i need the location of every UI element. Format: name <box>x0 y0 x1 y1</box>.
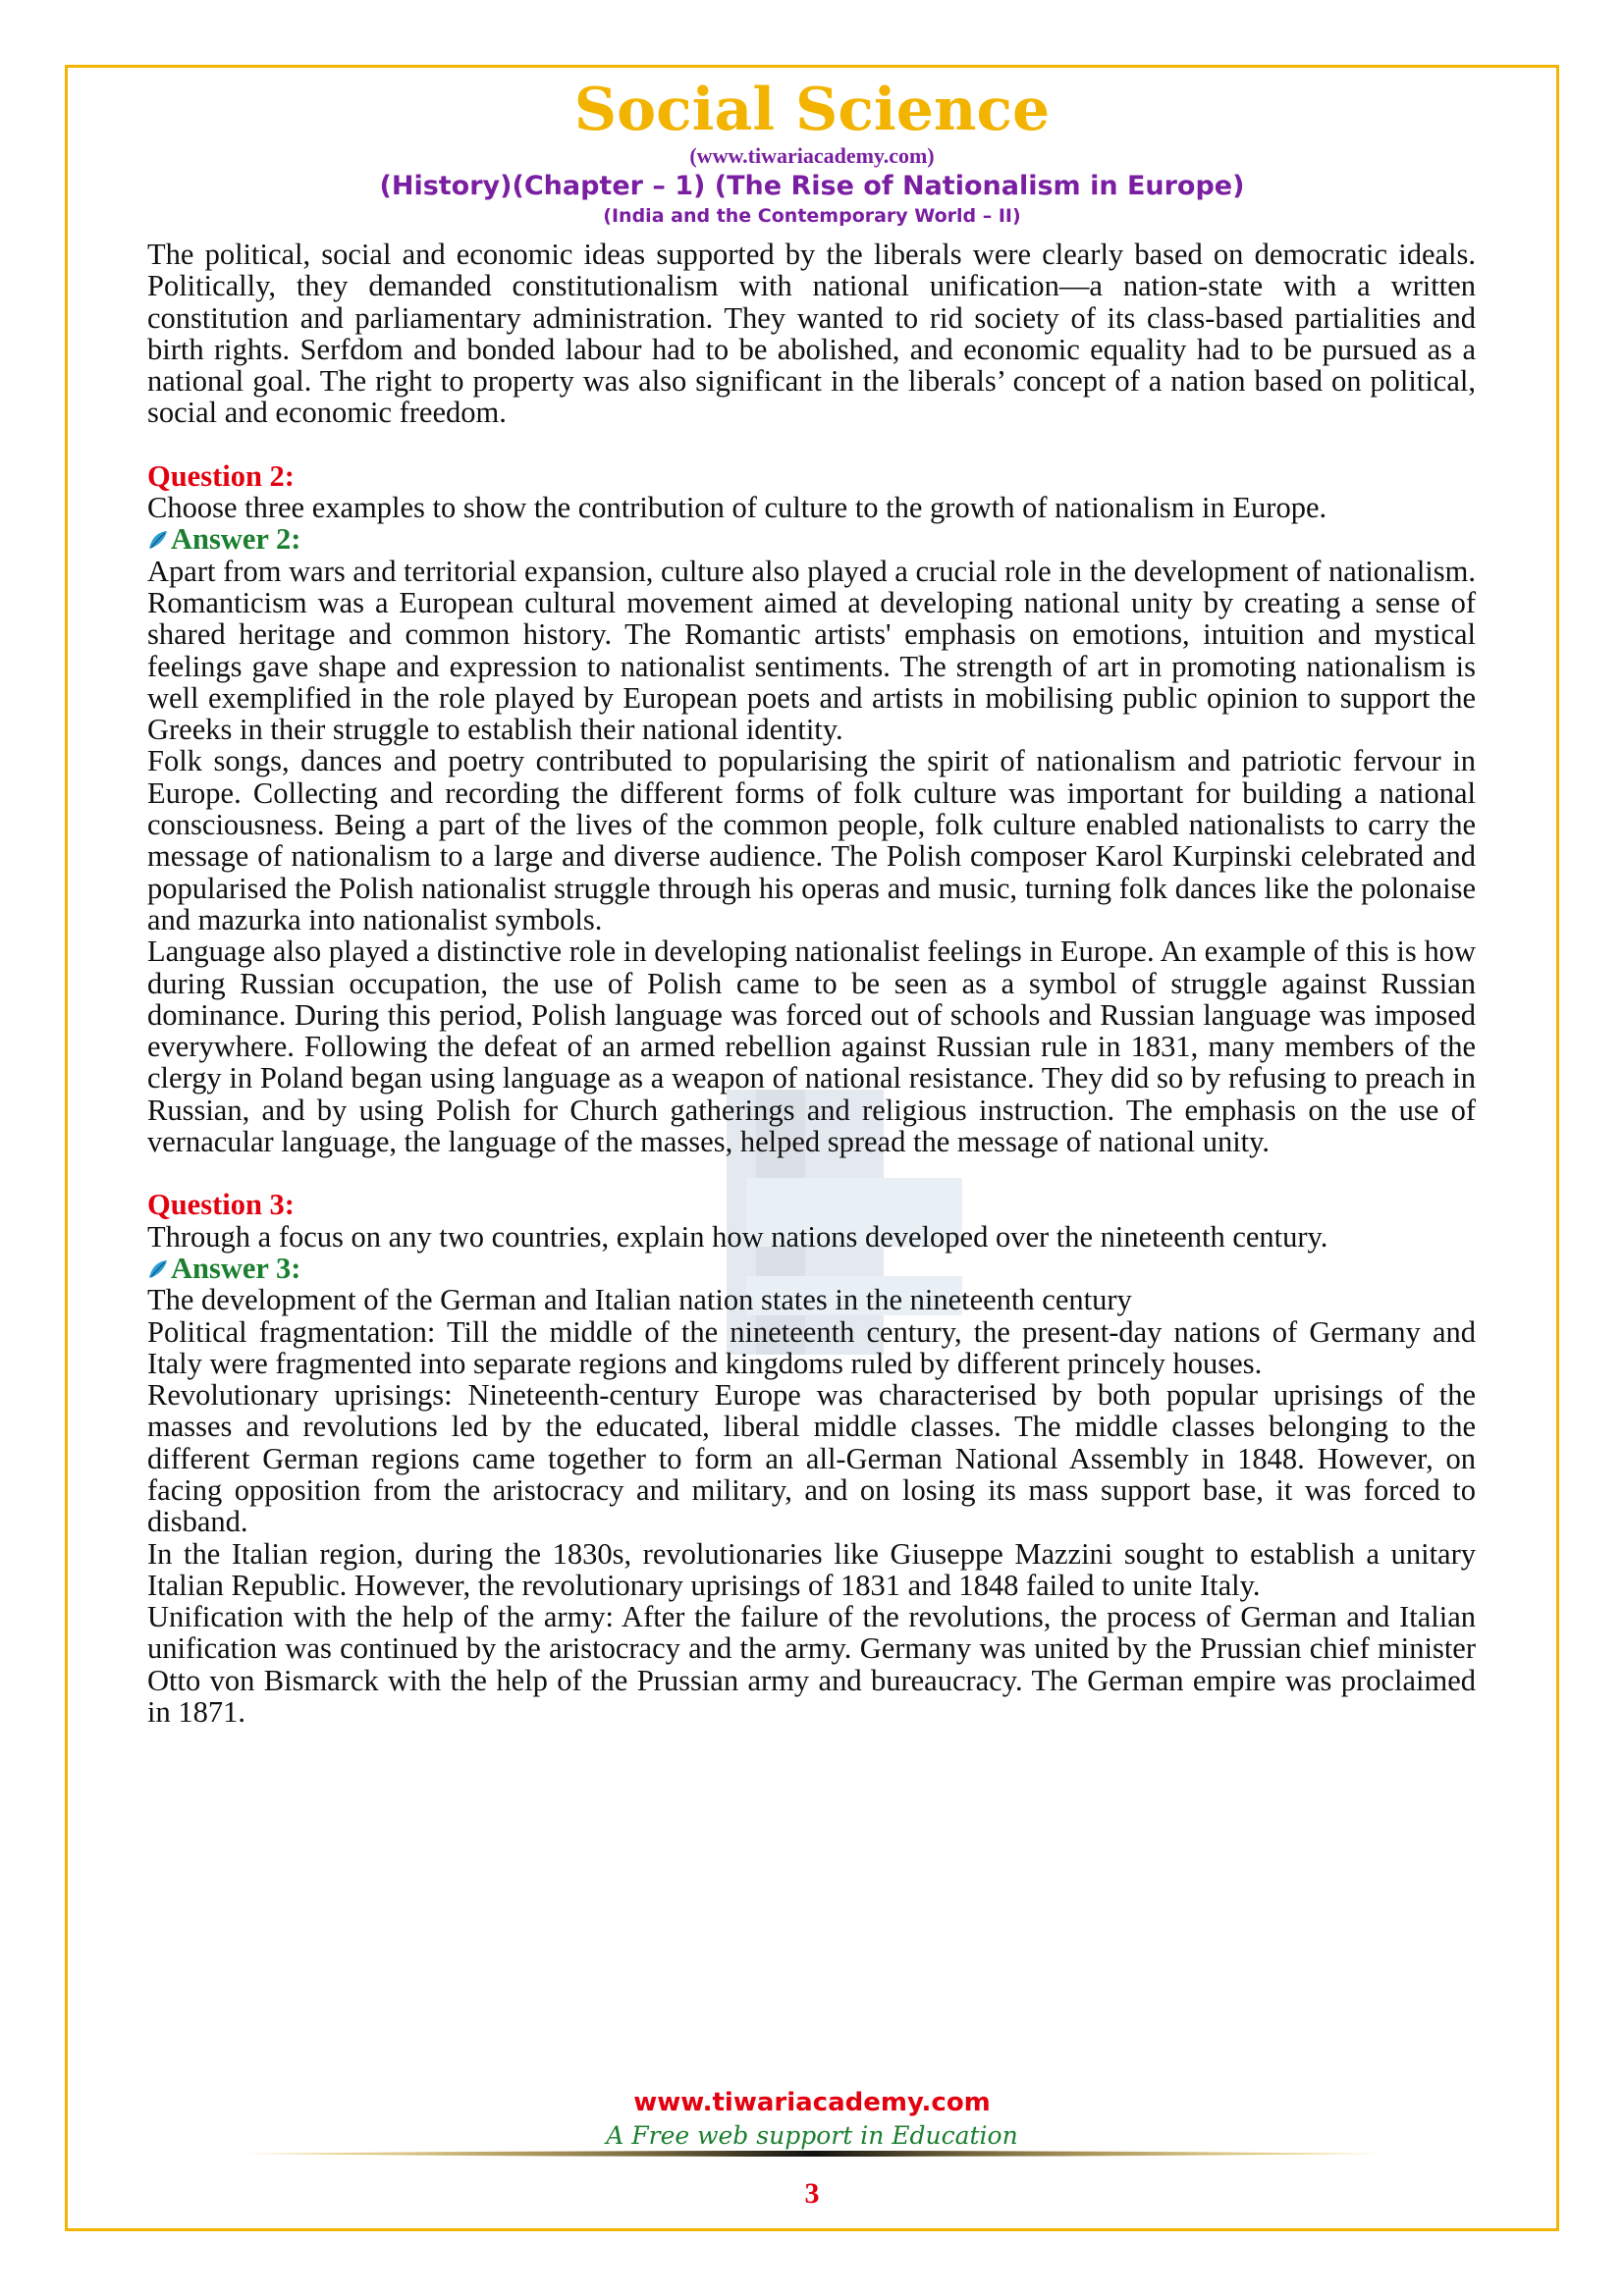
question-3-label: Question 3: <box>147 1188 295 1222</box>
answer-2-paragraph-2: Folk songs, dances and poetry contributed to popularising the spirit of nationalism and patriotic fervour in Europe. Collecting and recording the different forms of folk culture was important for building a national consciousness. Being a part of the lives of the common people, folk culture enabled nationalists to carry the message of nationalism to a large and diverse audience. The Polish composer Karol Kurpinski celebrated and popularised the Polish nationalist struggle through his operas and music, turning folk dances like the polonaise and mazurka into nationalist symbols. <box>147 744 1476 936</box>
question-3-text: Through a focus on any two countries, explain how nations developed over the nineteenth century. <box>147 1219 1328 1254</box>
answer-2-paragraph-3: Language also played a distinctive role in developing nationalist feelings in Europe. An example of this is how during Russian occupation, the use of Polish came to be seen as a symbol of struggle against Russian dominance. During this period, Polish language was forced out of schools and Russian language was imposed everywhere. Following the defeat of an armed rebellion against Russian rule in 1831, many members of the clergy in Poland began using language as a weapon of national resistance. They did so by refusing to preach in Russian, and by using Polish for Church gatherings and religious instruction. The emphasis on the use of vernacular language, the language of the masses, helped spread the message of national unity. <box>147 934 1476 1159</box>
answer-3-heading <box>147 1253 1476 1284</box>
footer-tagline: A Free web support in Education <box>606 2121 1018 2150</box>
page-title: Social Science <box>573 76 1051 144</box>
answer-3-paragraph-2: Political fragmentation: Till the middle of the nineteenth century, the present-day nations of Germany and Italy were fragmented into separate regions and kingdoms ruled by different princely houses. <box>147 1314 1476 1380</box>
question-2-text: Choose three examples to show the contribution of culture to the growth of nationalism in Europe. <box>147 491 1327 525</box>
answer-2-paragraph-1: Apart from wars and territorial expansion, culture also played a crucial role in the development of nationalism. Romanticism was a European cultural movement aimed at developing national unity by creating a sense of shared heritage and common history. The Romantic artists' emphasis on emotions, intuition and mystical feelings gave shape and expression to nationalist sentiments. The strength of art in promoting nationalism is well exemplified in the role played by European poets and artists in mobilising public opinion to support the Greeks in their struggle to establish their national identity. <box>147 554 1476 747</box>
answer-3-paragraph-1: The development of the German and Italian nation states in the nineteenth century <box>147 1283 1132 1317</box>
answer-3-paragraph-4: In the Italian region, during the 1830s, revolutionaries like Giuseppe Mazzini sought to establish a unitary Italian Republic. However, the revolutionary uprisings of 1831 and 1848 failed to unite Italy. <box>147 1536 1476 1602</box>
tiwari-logo-icon <box>147 529 169 551</box>
question-2-label: Question 2: <box>147 458 295 493</box>
tiwari-logo-icon <box>147 1258 169 1280</box>
answer-3-paragraph-5: Unification with the help of the army: After the failure of the revolutions, the process of German and Italian unification was continued by the aristocracy and the army. Germany was united by the Prussian chief minister Otto von Bismarck with the help of the Prussian army and bureaucracy. The German empire was proclaimed in 1871. <box>147 1600 1476 1730</box>
page-header <box>0 77 1624 228</box>
answer-3-label: Answer 3: <box>171 1251 301 1285</box>
chapter-heading: (History)(Chapter – 1) (The Rise of Nationalism in Europe) <box>379 171 1245 201</box>
intro-paragraph: The political, social and economic ideas supported by the liberals were clearly based on democratic ideals. Politically, they demanded constitutionalism with national unification—a nation-state with a written constitution and parliamentary administration. They wanted to rid society of its class-based partialities and birth rights. Serfdom and bonded labour had to be abolished, and economic equality had to be pursued as a national goal. The right to property was also significant in the liberals’ concept of a nation based on political, social and economic freedom. <box>147 238 1476 430</box>
footer-site-link[interactable]: www.tiwariacademy.com <box>633 2088 991 2117</box>
page-number: 3 <box>804 2177 820 2210</box>
document-body <box>147 239 1476 1728</box>
answer-2-label: Answer 2: <box>171 522 301 557</box>
header-site-link[interactable]: (www.tiwariacademy.com) <box>689 143 935 168</box>
page-footer <box>0 2086 1624 2153</box>
answer-3-paragraph-3: Revolutionary uprisings: Nineteenth-century Europe was characterised by both popular uprisings of the masses and revolutions led by the educated, liberal middle classes. The middle classes belonging to the different German regions came together to form an all-German National Assembly in 1848. However, on facing opposition from the aristocracy and military, and on losing its mass support base, it was forced to disband. <box>147 1378 1476 1539</box>
footer-divider <box>242 2150 1384 2158</box>
book-heading: (India and the Contemporary World – II) <box>603 205 1021 227</box>
answer-2-heading <box>147 523 1476 555</box>
